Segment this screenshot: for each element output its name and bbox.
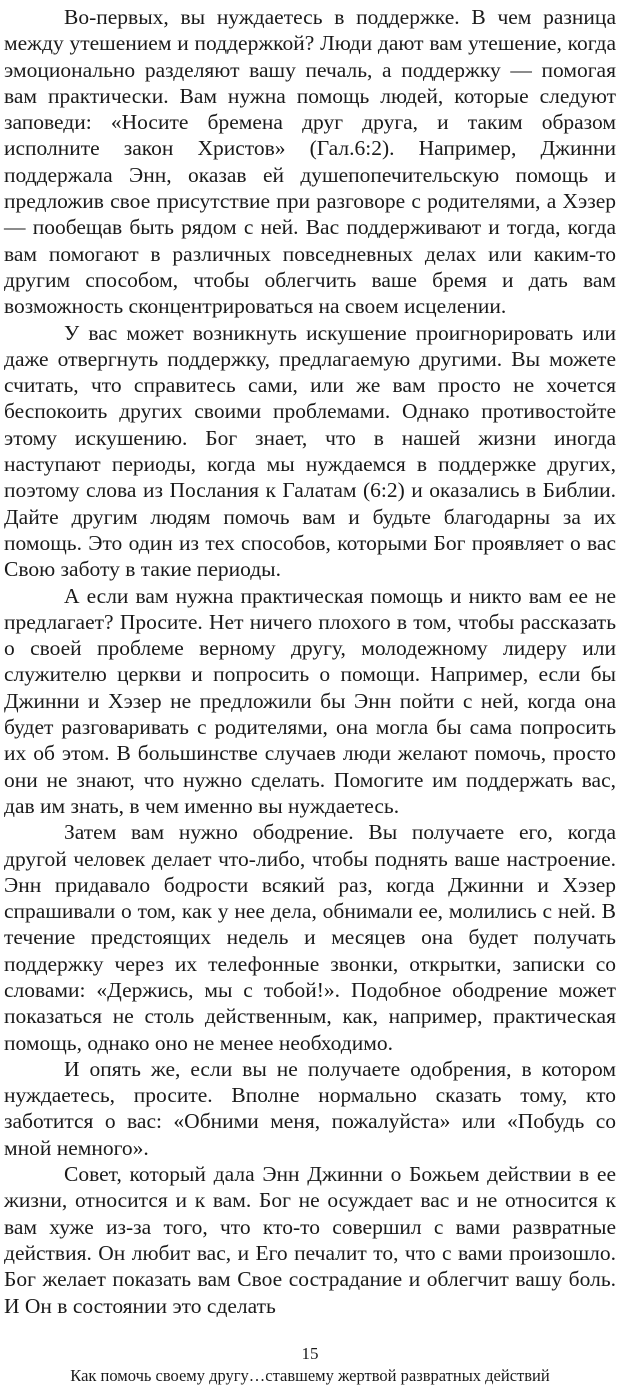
paragraph: Во-первых, вы нуждаетесь в поддержке. В чем разница между утешением и поддержкой? Люди дают вам утешение, когда эмоционально разделяют вашу печаль, а поддержку — помогая вам практически. Вам нужна помощь людей, которые следуют заповеди: «Носите бремена друг друга, и таким образом исполните закон Христов» (Гал.6:2). Например, Джинни поддержала Энн, оказав ей душепопечительскую помощь и предложив свое присутствие при разговоре с родителями, а Хэзер — пообещав быть рядом с ней. Вас поддерживают и тогда, когда вам помогают в различных повседневных делах или каким-то другим способом, чтобы облегчить ваше бремя и дать вам возможность сконцентрироваться на своем исцелении. xyxy=(4,5,616,319)
body-text xyxy=(4,4,616,1319)
running-footer: Как помочь своему другу…ставшему жертвой развратных действий xyxy=(70,1366,550,1385)
paragraph: Совет, который дала Энн Джинни о Божьем действии в ее жизни, относится и к вам. Бог не осуждает вас и не относится к вам хуже из-за того, что кто-то совершил с вами развратные действия. Он любит вас, и Его печалит то, что с вами произошло. Бог желает показать вам Свое сострадание и облегчит вашу боль. И Он в состоянии это сделать xyxy=(4,1162,616,1318)
paragraph: Затем вам нужно ободрение. Вы получаете его, когда другой человек делает что-либо, чтобы поднять ваше настроение. Энн придавало бодрости всякий раз, когда Джинни и Хэзер спрашивали о том, как у нее дела, обнимали ее, молились с ней. В течение предстоящих недель и месяцев она будет получать поддержку через их телефонные звонки, открытки, записки со словами: «Держись, мы с тобой!». Подобное ободрение может показаться не столь действенным, как, например, практическая помощь, однако оно не менее необходимо. xyxy=(4,820,616,1055)
paragraph: У вас может возникнуть искушение проигнорировать или даже отвергнуть поддержку, предлагаемую другими. Вы можете считать, что справитесь сами, или же вам просто не хочется беспокоить других своими проблемами. Однако противостойте этому искушению. Бог знает, что в нашей жизни иногда наступают периоды, когда мы нуждаемся в поддержке других, поэтому слова из Послания к Галатам (6:2) и оказались в Библии. Дайте другим людям помочь вам и будьте благодарны за их помощь. Это один из тех способов, которыми Бог проявляет о вас Свою заботу в такие периоды. xyxy=(4,320,616,582)
paragraph: И опять же, если вы не получаете одобрения, в котором нуждаетесь, просите. Вполне нормально сказать тому, кто заботится о вас: «Обними меня, пожалуйста» или «Побудь со мной немного». xyxy=(4,1056,616,1160)
page-number: 15 xyxy=(301,1344,319,1363)
paragraph: А если вам нужна практическая помощь и никто вам ее не предлагает? Просите. Нет ничего плохого в том, чтобы рассказать о своей проблеме верному другу, молодежному лидеру или служителю церкви и попросить о помощи. Например, если бы Джинни и Хэзер не предложили бы Энн пойти с ней, когда она будет разговаривать с родителями, она могла бы сама попросить их об этом. В большинстве случаев люди желают помочь, просто они не знают, что нужно сделать. Помогите им поддержать вас, дав им знать, в чем именно вы нуждаетесь. xyxy=(4,583,616,818)
